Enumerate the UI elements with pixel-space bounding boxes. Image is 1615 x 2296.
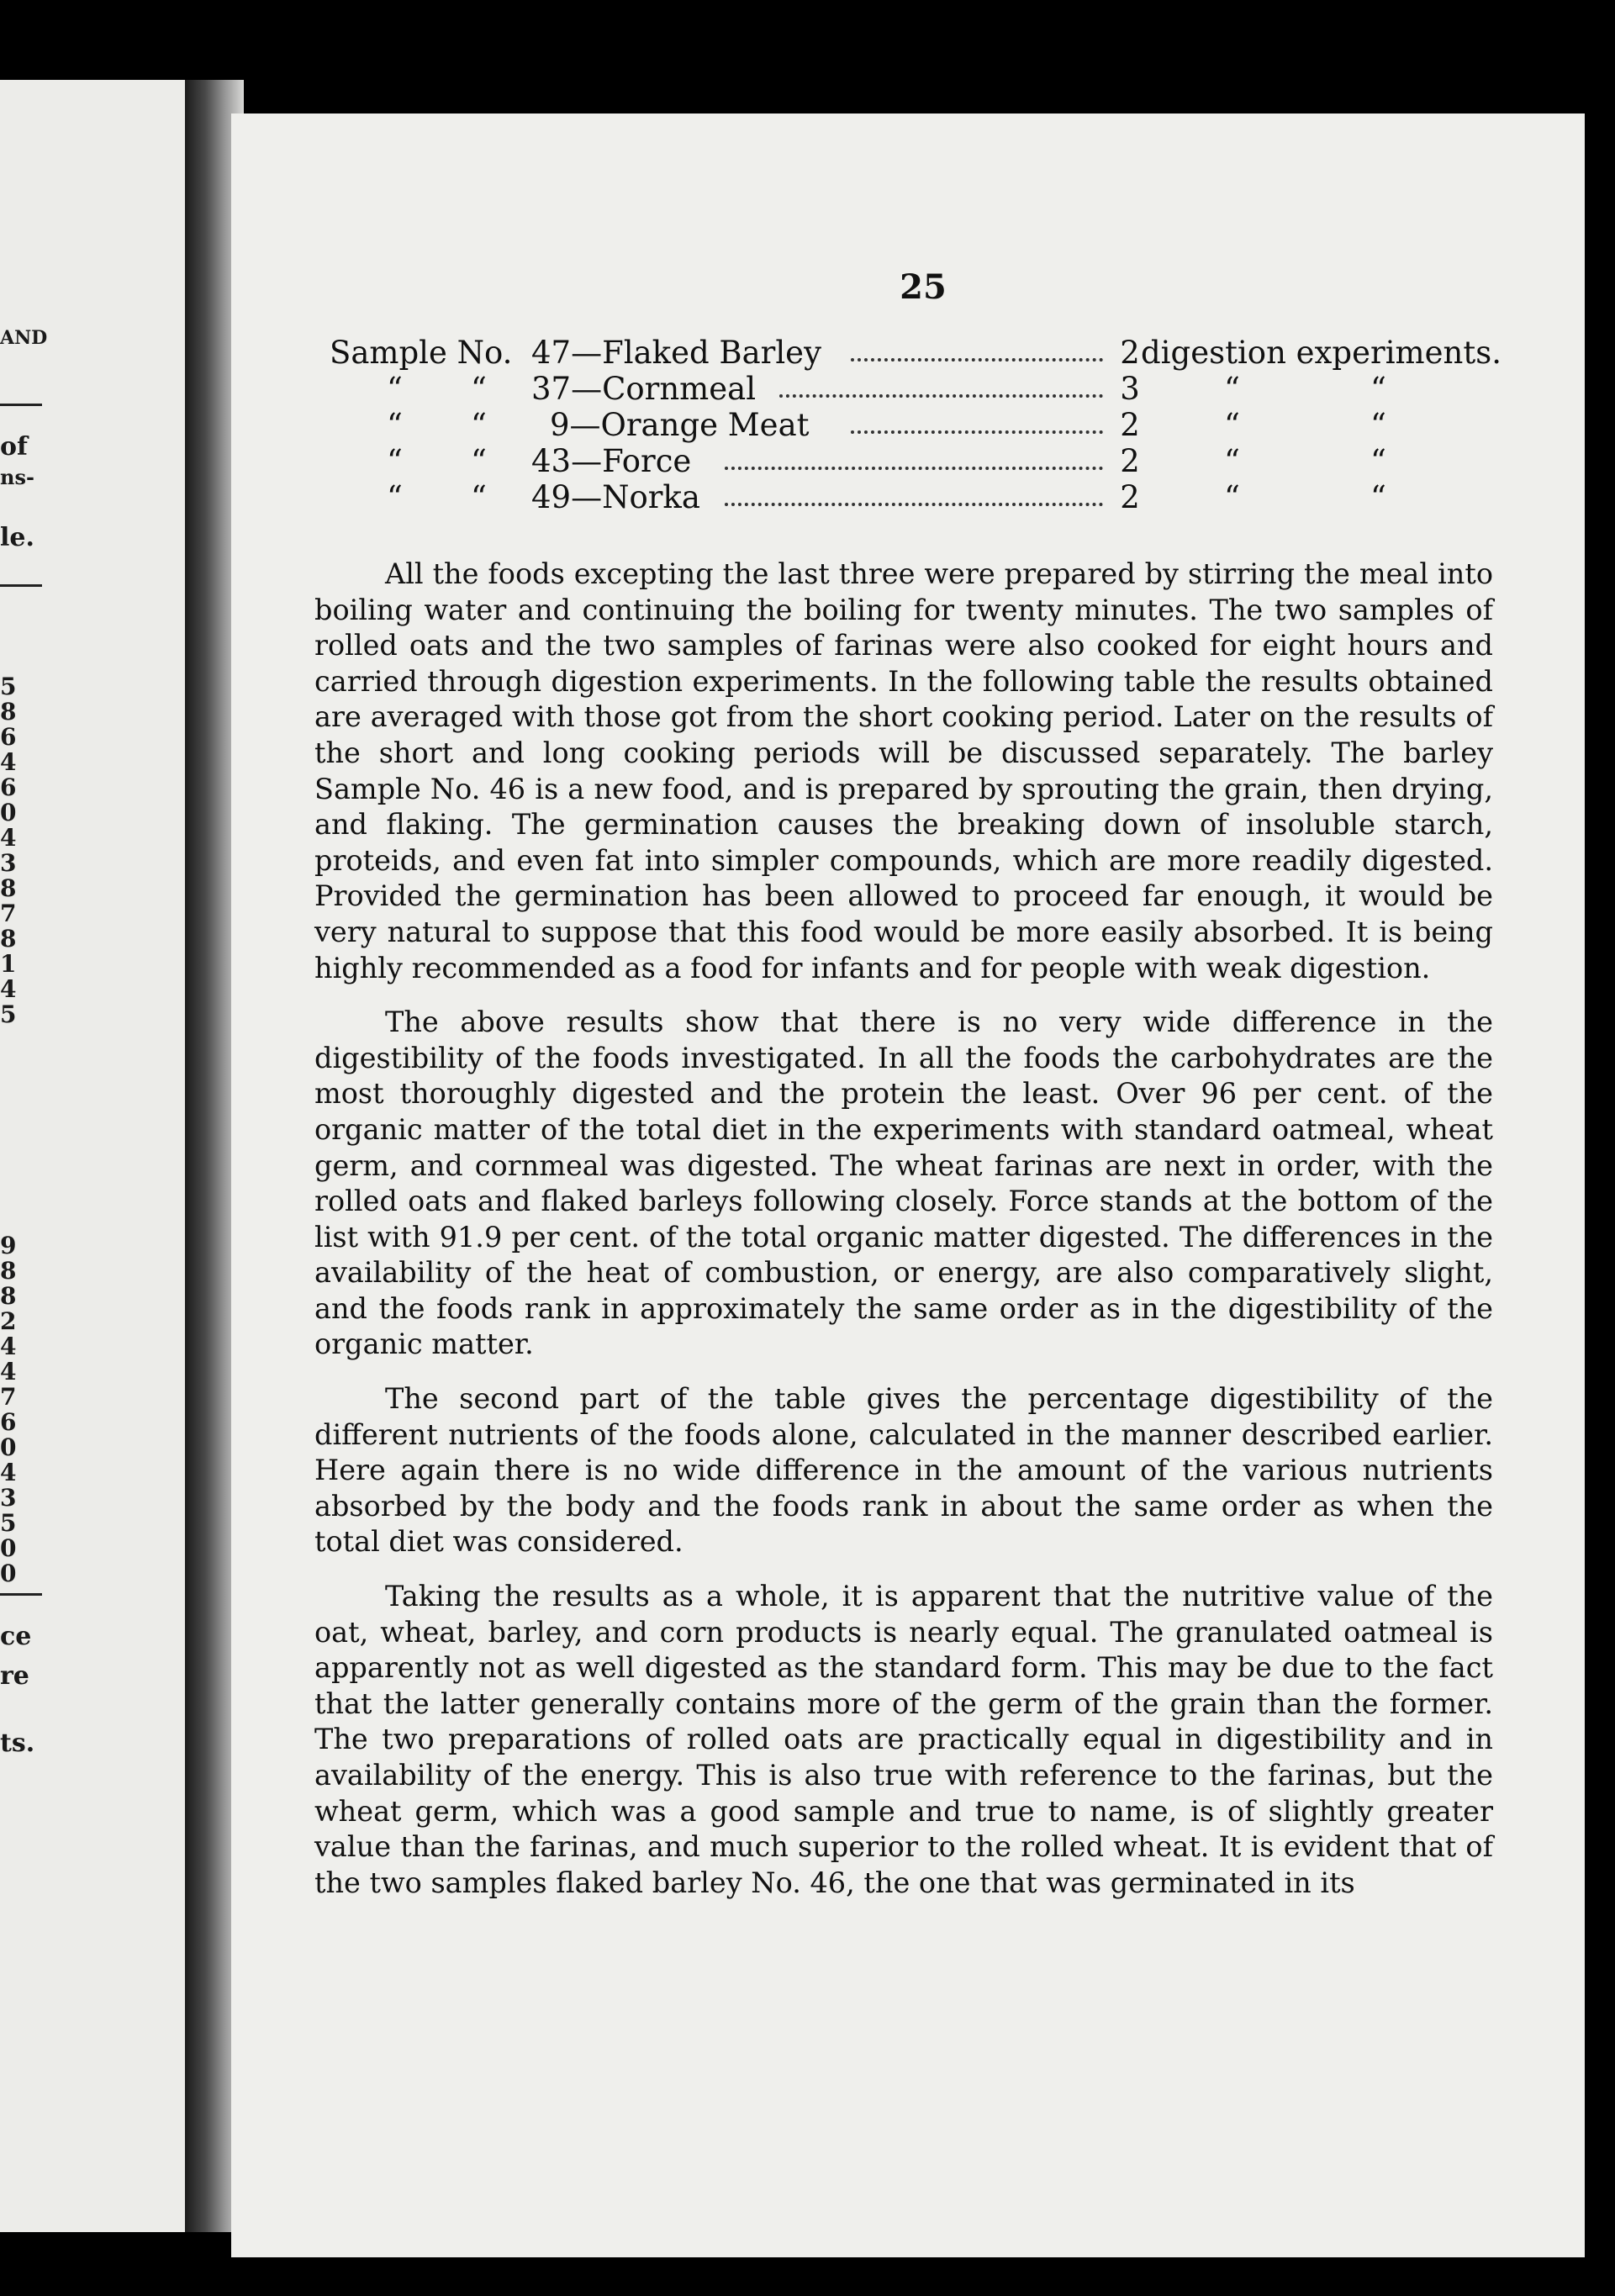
dot-leader bbox=[725, 467, 1103, 470]
paragraph: All the foods excepting the last three were prepared by stirring the meal into boiling water and continuing the boiling for twenty minutes. The two samples of rolled oats and the two samples of farinas were also cooked for eight hours and carried through digestion experiments. In the following table the results obtained are averaged with those got from the short cooking period. Later on the results of the short and long cooking periods will be discussed separately. The barley Sample No. 46 is a new food, and is prepared by sprouting the grain, then drying, and flaking. The germination causes the breaking down of insoluble starch, proteids, and even fat into simpler compounds, which are more readily digested. Provided the germination has been allowed to proceed far enough, it would be very natural to suppose that this food would be more easily absorbed. It is being highly recommended as a food for infants and for people with weak digestion. bbox=[314, 557, 1493, 984]
left-page-digit: 6 bbox=[0, 723, 17, 751]
left-page-digit: 4 bbox=[0, 1333, 17, 1360]
left-page-digit: 4 bbox=[0, 1358, 17, 1386]
left-page-digit: 5 bbox=[0, 1000, 17, 1028]
experiment-count: 2 bbox=[1120, 479, 1140, 515]
ditto-mark: “ bbox=[1224, 371, 1240, 407]
left-page-digit: 0 bbox=[0, 799, 17, 826]
left-page-rule bbox=[0, 404, 42, 406]
ditto-mark: “ bbox=[471, 443, 487, 479]
ditto-mark: “ bbox=[387, 371, 403, 407]
left-page-fragment: ts. bbox=[0, 1729, 35, 1758]
ditto-mark: “ bbox=[1224, 407, 1240, 443]
sample-row bbox=[330, 443, 1507, 479]
left-page-fragment: ce bbox=[0, 1622, 32, 1651]
left-page-digit: 9 bbox=[0, 1232, 17, 1259]
ditto-mark: “ bbox=[1224, 479, 1240, 515]
sample-name: 47—Flaked Barley bbox=[531, 335, 821, 371]
ditto-mark: “ bbox=[387, 479, 403, 515]
sample-name: 37—Cornmeal bbox=[531, 371, 757, 407]
left-page-digit: 8 bbox=[0, 1257, 17, 1285]
ditto-mark: “ bbox=[1370, 407, 1386, 443]
dot-leader bbox=[779, 394, 1103, 398]
dot-leader bbox=[851, 430, 1103, 434]
ditto-mark: “ bbox=[387, 407, 403, 443]
left-page-digit: 4 bbox=[0, 748, 17, 776]
experiment-count: 2 bbox=[1120, 443, 1140, 479]
experiment-count: 2 bbox=[1120, 407, 1140, 443]
left-page-digit: 8 bbox=[0, 874, 17, 902]
sample-row bbox=[330, 407, 1507, 443]
left-page-digit: 6 bbox=[0, 773, 17, 801]
left-page-digit: 7 bbox=[0, 900, 17, 927]
left-page-digit: 8 bbox=[0, 698, 17, 726]
paragraph: The second part of the table gives the percentage digestibility of the different nutrients of the foods alone, calculated in the manner described earlier. Here again there is no wide difference in the amount of the various nutrients absorbed by the body and the foods rank in about the same order as when the total diet was considered. bbox=[314, 1382, 1493, 1559]
left-page-digit: 7 bbox=[0, 1383, 17, 1411]
body-text bbox=[314, 557, 1493, 1919]
ditto-mark: “ bbox=[1370, 371, 1386, 407]
left-page-digit: 4 bbox=[0, 824, 17, 852]
ditto-mark: “ bbox=[387, 443, 403, 479]
experiment-count: 2 bbox=[1120, 335, 1140, 371]
left-page-fragment: ns- bbox=[0, 465, 34, 489]
left-page-digit: 5 bbox=[0, 673, 17, 700]
left-page-digit: 0 bbox=[0, 1560, 17, 1587]
dot-leader bbox=[851, 358, 1103, 362]
sample-name: 9—Orange Meat bbox=[550, 407, 810, 443]
ditto-mark: “ bbox=[471, 479, 487, 515]
left-page-digit: 8 bbox=[0, 925, 17, 953]
ditto-mark: “ bbox=[1370, 443, 1386, 479]
left-page-fragment: re bbox=[0, 1661, 29, 1691]
left-page-digit: 6 bbox=[0, 1408, 17, 1436]
sample-prefix: Sample No. bbox=[330, 335, 513, 371]
ditto-mark: “ bbox=[1224, 443, 1240, 479]
dot-leader bbox=[725, 503, 1103, 506]
sample-list bbox=[330, 335, 1507, 515]
left-page-fragment: AND bbox=[0, 327, 48, 349]
left-page-digit: 2 bbox=[0, 1307, 17, 1335]
left-page-digit: 0 bbox=[0, 1534, 17, 1562]
sample-row bbox=[330, 371, 1507, 407]
left-page-digit: 1 bbox=[0, 950, 17, 978]
left-page-digit: 3 bbox=[0, 1484, 17, 1512]
ditto-mark: “ bbox=[471, 371, 487, 407]
left-page-digit: 4 bbox=[0, 1459, 17, 1486]
ditto-mark: “ bbox=[1370, 479, 1386, 515]
sample-row bbox=[330, 335, 1507, 371]
experiment-count: 3 bbox=[1120, 371, 1140, 407]
left-page-digit: 0 bbox=[0, 1433, 17, 1461]
left-page-fragment: of bbox=[0, 432, 28, 462]
left-page-fragment: le. bbox=[0, 523, 34, 552]
experiment-label: digestion experiments. bbox=[1141, 335, 1502, 371]
sample-name: 43—Force bbox=[531, 443, 692, 479]
page-number: 25 bbox=[900, 267, 947, 307]
left-page-digit: 5 bbox=[0, 1509, 17, 1537]
sample-row bbox=[330, 479, 1507, 515]
left-page-rule bbox=[0, 1593, 42, 1596]
ditto-mark: “ bbox=[471, 407, 487, 443]
left-page-digit: 8 bbox=[0, 1282, 17, 1310]
paragraph: Taking the results as a whole, it is apparent that the nutritive value of the oat, wheat, barley, and corn products is nearly equal. The granulated oatmeal is apparently not as well digested as the standard form. This may be due to the fact that the latter generally contains more of the germ of the grain than the former. The two preparations of rolled oats are practically equal in digestibility and in availability of the energy. This is also true with reference to the farinas, but the wheat germ, which was a good sample and true to name, is of slightly greater value than the farinas, and much superior to the rolled wheat. It is evident that of the two samples flaked barley No. 46, the one that was germinated in its bbox=[314, 1580, 1493, 1899]
left-facing-page bbox=[0, 80, 202, 2232]
left-page-digit: 3 bbox=[0, 849, 17, 877]
paragraph: The above results show that there is no very wide difference in the digestibility of the foods investigated. In all the foods the carbohydrates are the most thoroughly digested and the protein the least. Over 96 per cent. of the organic matter of the total diet in the experiments with standard oatmeal, wheat germ, and cornmeal was digested. The wheat farinas are next in order, with the rolled oats and flaked barleys following closely. Force stands at the bottom of the list with 91.9 per cent. of the total organic matter digested. The differences in the availability of the heat of combustion, or energy, are also comparatively slight, and the foods rank in approximately the same order as in the digestibility of the organic matter. bbox=[314, 1005, 1493, 1361]
left-page-digit: 4 bbox=[0, 975, 17, 1003]
sample-name: 49—Norka bbox=[531, 479, 700, 515]
left-page-rule bbox=[0, 584, 42, 587]
